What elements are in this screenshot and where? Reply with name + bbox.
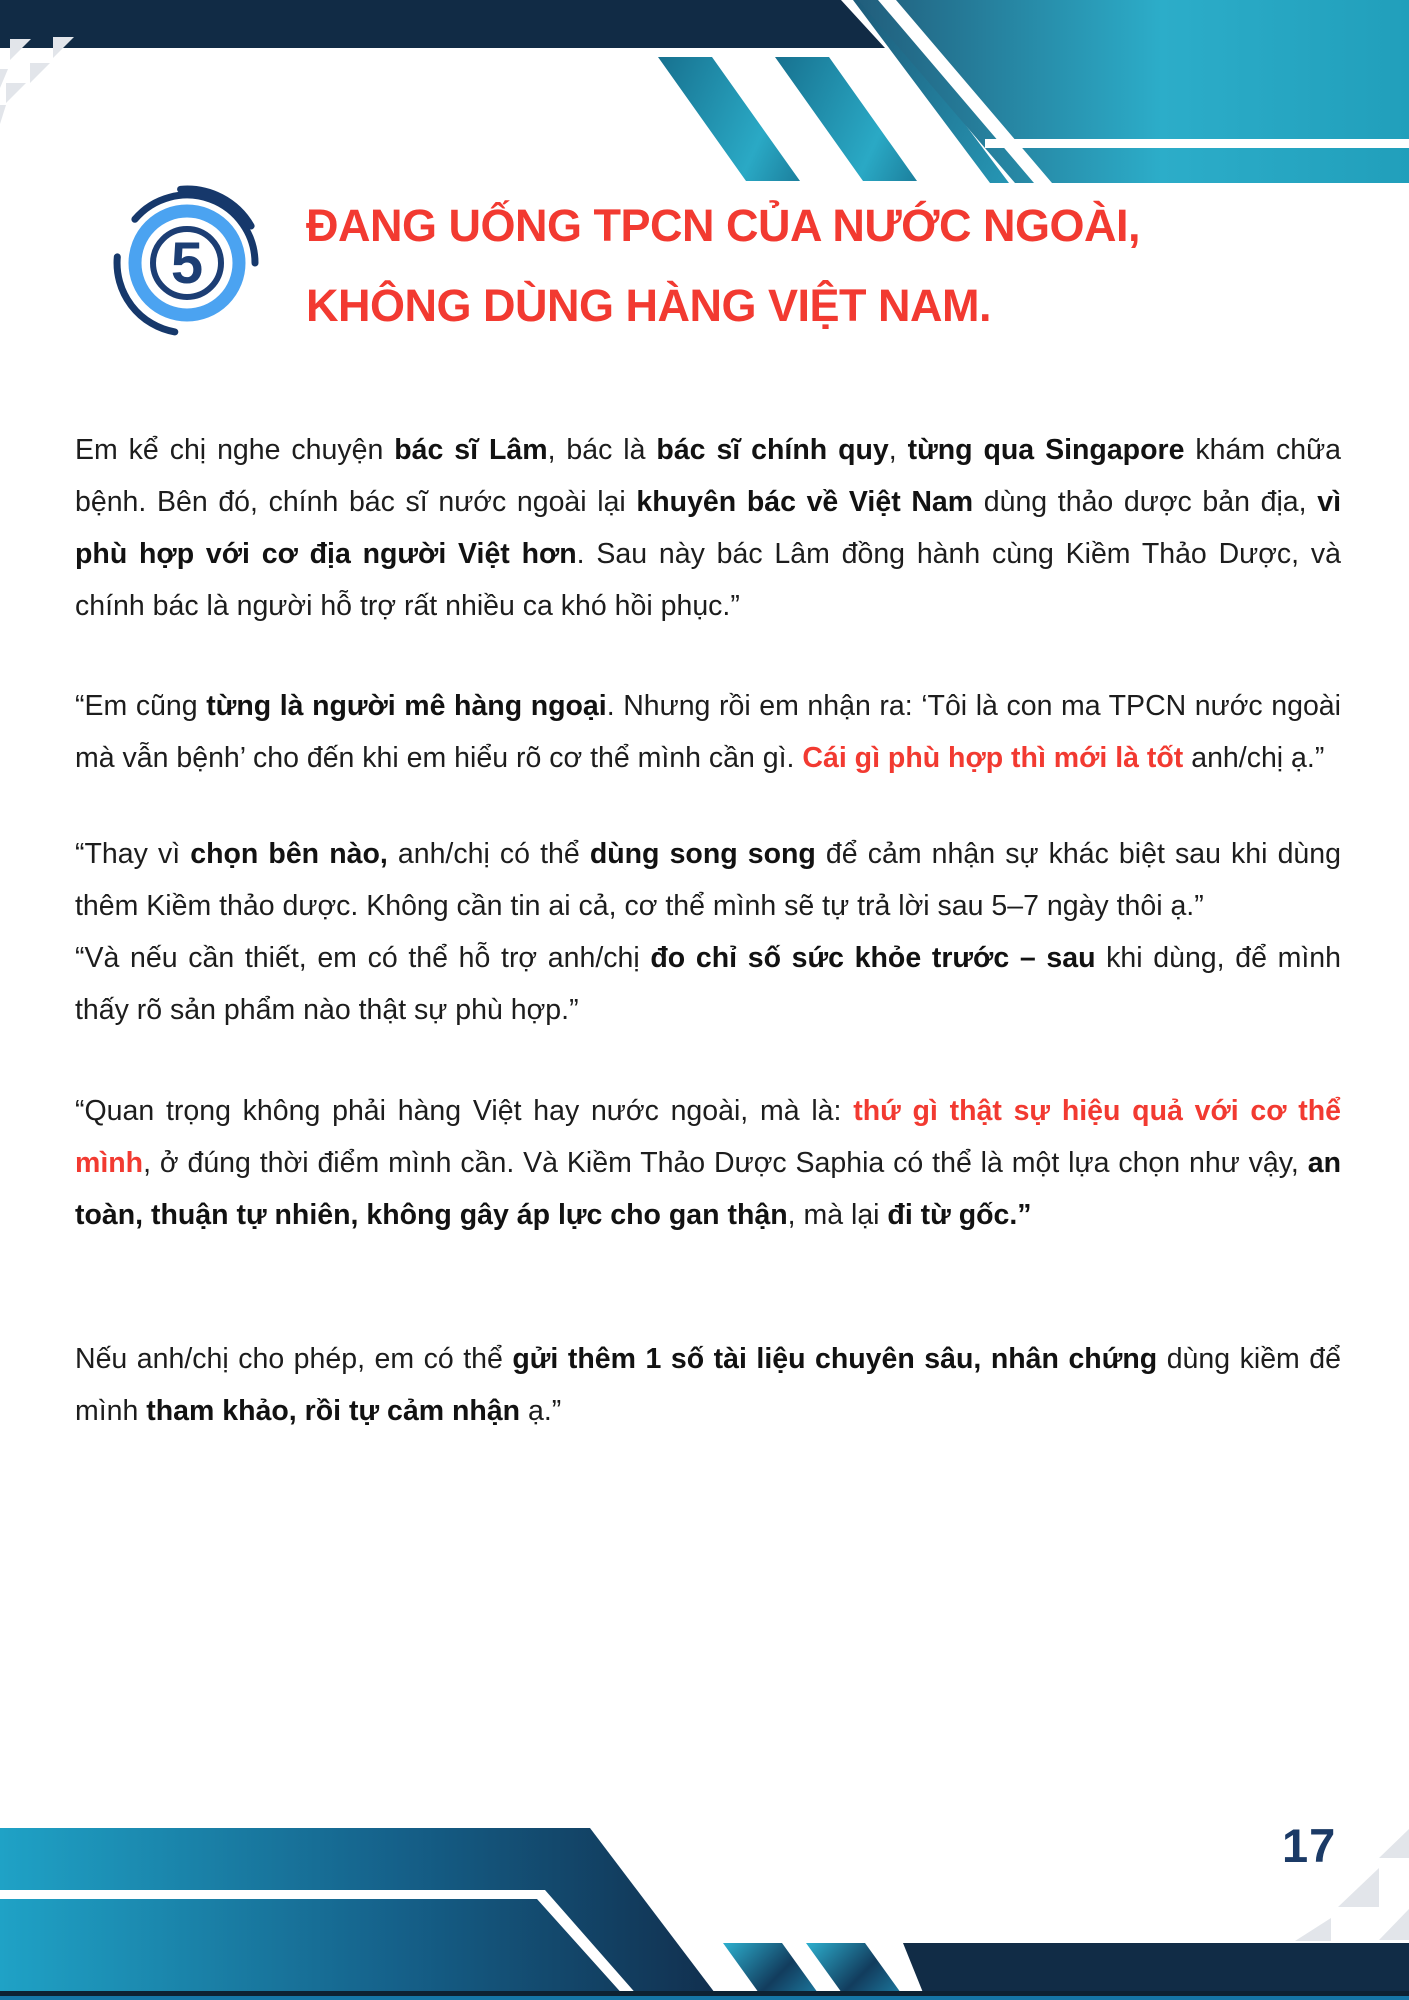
bold-text-run: từng qua Singapore xyxy=(907,434,1185,466)
red-bold-text-run: Cái gì phù hợp thì mới là tốt xyxy=(802,742,1184,774)
text-run: Nếu anh/chị cho phép, em có thể xyxy=(75,1343,513,1375)
bold-text-run: bác sĩ chính quy xyxy=(656,434,889,466)
deco-triangle xyxy=(1295,1918,1331,1941)
text-run: , mà lại xyxy=(787,1199,888,1231)
heading-line-1: ĐANG UỐNG TPCN CỦA NƯỚC NGOÀI, xyxy=(306,200,1141,251)
text-run: dùng kiềm để mình xyxy=(75,1343,1341,1427)
bold-text-run: gửi thêm 1 số tài liệu chuyên sâu, nhân chứng xyxy=(512,1343,1158,1375)
paragraph xyxy=(75,828,1341,932)
header-stripe-left xyxy=(658,57,800,181)
text-run: , ở đúng thời điểm mình cần. Và Kiềm Thảo Dược Saphia có thể là một lựa chọn như vậy, xyxy=(143,1147,1308,1179)
text-run: khi dùng, để mình thấy rõ sản phẩm nào thật sự phù hợp.” xyxy=(75,942,1341,1026)
text-run: , bác là xyxy=(547,434,657,466)
red-bold-text-run: thứ gì thật sự hiệu quả với cơ thể mình xyxy=(75,1095,1341,1179)
text-run: , xyxy=(888,434,908,466)
deco-triangle xyxy=(6,83,26,103)
paragraph xyxy=(75,1085,1341,1241)
paragraph xyxy=(75,680,1341,784)
text-run: khám chữa bệnh. Bên đó, chính bác sĩ nước ngoài lại xyxy=(75,434,1342,518)
header-stripe-right xyxy=(775,57,917,181)
bold-text-run: đo chỉ số sức khỏe trước – sau xyxy=(650,942,1096,974)
paragraph xyxy=(75,424,1341,632)
header-white-line xyxy=(985,139,1409,148)
text-run: “Em cũng xyxy=(75,690,207,722)
paragraph xyxy=(75,932,1341,1036)
bold-text-run: khuyên bác về Việt Nam xyxy=(636,486,974,518)
text-run: “Và nếu cần thiết, em có thể hỗ trợ anh/chị xyxy=(75,942,651,974)
text-run: ạ.” xyxy=(520,1395,562,1427)
bold-text-run: an toàn, thuận tự nhiên, không gây áp lực cho gan thận xyxy=(75,1147,1341,1231)
paragraph xyxy=(75,1333,1341,1437)
deco-triangle xyxy=(1338,1868,1379,1907)
text-run: “Thay vì xyxy=(75,838,191,870)
text-run: để cảm nhận sự khác biệt sau khi dùng thêm Kiềm thảo dược. Không cần tin ai cả, cơ thể mình sẽ tự trả lời sau 5–7 ngày thôi ạ.” xyxy=(75,838,1341,922)
bold-text-run: chọn bên nào, xyxy=(190,838,388,870)
text-run: anh/chị ạ.” xyxy=(1183,742,1325,774)
badge-number: 5 xyxy=(170,231,204,296)
text-run: anh/chị có thể xyxy=(387,838,590,870)
text-run: Em kể chị nghe chuyện xyxy=(75,434,395,466)
bold-text-run: từng là người mê hàng ngoại xyxy=(206,690,607,722)
deco-triangle xyxy=(30,63,50,83)
body-paragraphs xyxy=(75,424,1341,1437)
text-run: . Sau này bác Lâm đồng hành cùng Kiềm Thảo Dược, và chính bác là người hỗ trợ rất nhiều ca khó hồi phục.” xyxy=(75,538,1341,622)
deco-triangle xyxy=(1379,1829,1409,1858)
deco-triangle xyxy=(1379,1909,1409,1940)
bold-text-run: tham khảo, rồi tự cảm nhận xyxy=(146,1395,521,1427)
page-number: 17 xyxy=(1282,1819,1337,1872)
footer-bottom-accent-line xyxy=(0,1996,1409,2000)
bold-text-run: bác sĩ Lâm xyxy=(394,434,548,466)
bold-text-run: dùng song song xyxy=(589,838,816,870)
bold-text-run: vì phù hợp với cơ địa người Việt hơn xyxy=(75,486,1341,570)
section-heading xyxy=(306,186,1266,346)
heading-line-2: KHÔNG DÙNG HÀNG VIỆT NAM. xyxy=(306,280,991,331)
header-navy-bar xyxy=(0,0,890,48)
deco-triangle xyxy=(0,105,6,124)
header-teal-shape xyxy=(858,0,1409,183)
text-run: “Quan trọng không phải hàng Việt hay nước ngoài, mà là: xyxy=(75,1095,854,1127)
text-run: . Nhưng rồi em nhận ra: ‘Tôi là con ma TPCN nước ngoài mà vẫn bệnh’ cho đến khi em hiểu rõ cơ thể mình cần gì. xyxy=(75,690,1341,774)
bold-text-run: đi từ gốc.” xyxy=(887,1199,1032,1231)
step-number-badge xyxy=(107,183,267,343)
text-run: dùng thảo dược bản địa, xyxy=(973,486,1318,518)
